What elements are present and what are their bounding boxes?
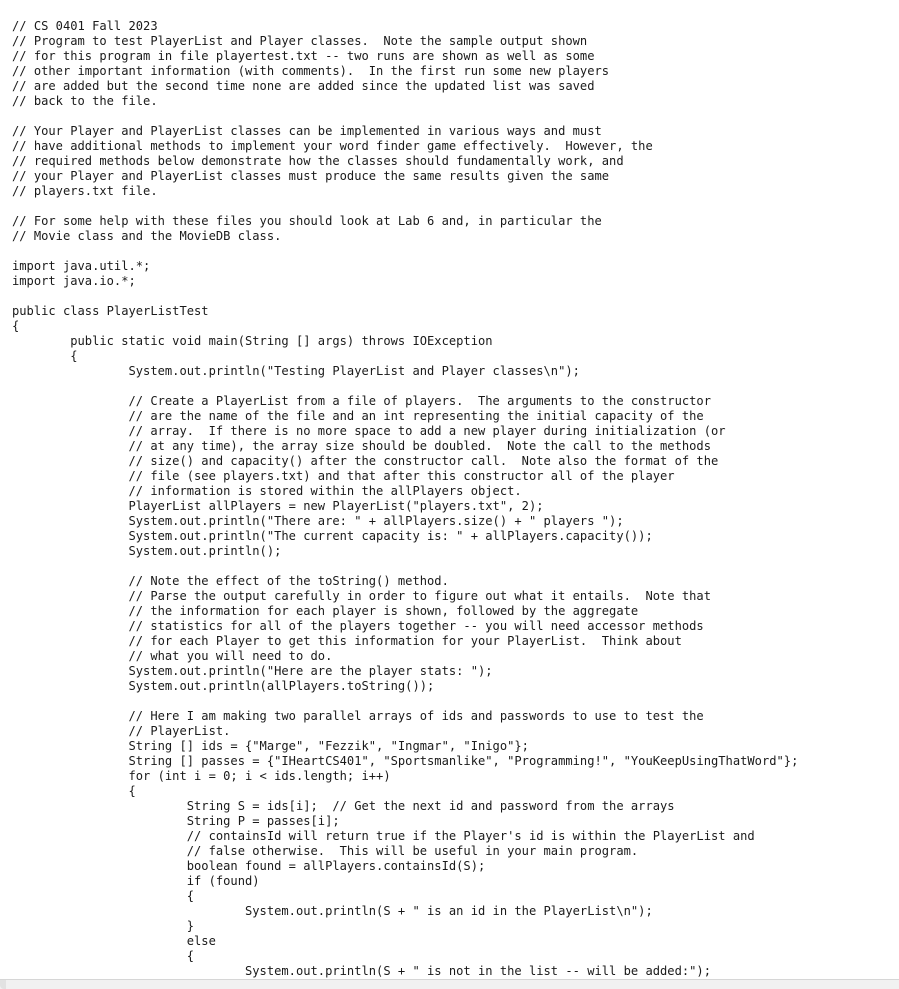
code-line: System.out.println(S + " is not in the list -- will be added:"); (12, 964, 711, 978)
code-line: // PlayerList. (12, 724, 231, 738)
code-line: // Your Player and PlayerList classes can be implemented in various ways and must (12, 124, 602, 138)
code-line: System.out.println(allPlayers.toString()); (12, 679, 435, 693)
code-line: public static void main(String [] args) throws IOException (12, 334, 493, 348)
code-line (12, 289, 798, 304)
code-line: // Program to test PlayerList and Player classes. Note the sample output shown (12, 34, 588, 48)
code-line: // at any time), the array size should be doubled. Note the call to the methods (12, 439, 711, 453)
code-line (12, 109, 798, 124)
code-line: { (12, 889, 195, 903)
horizontal-scrollbar[interactable] (0, 979, 899, 989)
code-line: { (12, 949, 195, 963)
code-line: import java.io.*; (12, 274, 136, 288)
code-line: for (int i = 0; i < ids.length; i++) (12, 769, 391, 783)
code-line: // containsId will return true if the Player's id is within the PlayerList and (12, 829, 755, 843)
code-line (12, 694, 798, 709)
scrollbar-corner (0, 980, 6, 989)
code-line: String S = ids[i]; // Get the next id and password from the arrays (12, 799, 675, 813)
code-line: // required methods below demonstrate how the classes should fundamentally work, and (12, 154, 624, 168)
code-line: public class PlayerListTest (12, 304, 209, 318)
code-line: // your Player and PlayerList classes must produce the same results given the same (12, 169, 610, 183)
code-line: String [] passes = {"IHeartCS401", "Sportsmanlike", "Programming!", "YouKeepUsingThatWord"}; (12, 754, 799, 768)
code-line: else (12, 934, 216, 948)
code-line (12, 199, 798, 214)
code-line: // for each Player to get this information for your PlayerList. Think about (12, 634, 682, 648)
code-line: // the information for each player is shown, followed by the aggregate (12, 604, 639, 618)
code-line: String [] ids = {"Marge", "Fezzik", "Ingmar", "Inigo"}; (12, 739, 529, 753)
code-line: // size() and capacity() after the constructor call. Note also the format of the (12, 454, 719, 468)
code-line: // for this program in file playertest.txt -- two runs are shown as well as some (12, 49, 595, 63)
code-line: // Create a PlayerList from a file of players. The arguments to the constructor (12, 394, 711, 408)
code-line: // what you will need to do. (12, 649, 333, 663)
code-line: // Here I am making two parallel arrays of ids and passwords to use to test the (12, 709, 704, 723)
code-line: System.out.println("Testing PlayerList and Player classes\n"); (12, 364, 580, 378)
code-line: import java.util.*; (12, 259, 151, 273)
code-line: // are added but the second time none are added since the updated list was saved (12, 79, 595, 93)
code-line: System.out.println(S + " is an id in the PlayerList\n"); (12, 904, 653, 918)
code-line: if (found) (12, 874, 260, 888)
code-line: { (12, 319, 20, 333)
code-line: // false otherwise. This will be useful in your main program. (12, 844, 639, 858)
code-line: System.out.println("There are: " + allPlayers.size() + " players "); (12, 514, 624, 528)
code-line: System.out.println("The current capacity is: " + allPlayers.capacity()); (12, 529, 653, 543)
code-line: String P = passes[i]; (12, 814, 340, 828)
code-line: { (12, 784, 136, 798)
code-line: System.out.println("Here are the player stats: "); (12, 664, 493, 678)
code-line: // other important information (with comments). In the first run some new players (12, 64, 610, 78)
code-line: // players.txt file. (12, 184, 158, 198)
code-line: boolean found = allPlayers.containsId(S); (12, 859, 486, 873)
code-line: // Movie class and the MovieDB class. (12, 229, 282, 243)
code-line: System.out.println(); (12, 544, 282, 558)
code-line: // file (see players.txt) and that after this constructor all of the player (12, 469, 675, 483)
code-line: { (12, 349, 78, 363)
code-line: // Parse the output carefully in order to figure out what it entails. Note that (12, 589, 711, 603)
code-line: // Note the effect of the toString() method. (12, 574, 449, 588)
code-line (12, 559, 798, 574)
code-line: // are the name of the file and an int representing the initial capacity of the (12, 409, 704, 423)
code-line: // back to the file. (12, 94, 158, 108)
code-line: // array. If there is no more space to add a new player during initialization (or (12, 424, 726, 438)
code-line: PlayerList allPlayers = new PlayerList("players.txt", 2); (12, 499, 544, 513)
code-line: // statistics for all of the players together -- you will need accessor methods (12, 619, 704, 633)
code-line: // information is stored within the allPlayers object. (12, 484, 522, 498)
code-line: // CS 0401 Fall 2023 (12, 19, 158, 33)
code-content (12, 19, 798, 989)
code-line: // For some help with these files you should look at Lab 6 and, in particular the (12, 214, 602, 228)
code-line (12, 244, 798, 259)
code-line (12, 379, 798, 394)
code-line: // have additional methods to implement your word finder game effectively. However, the (12, 139, 653, 153)
code-line: } (12, 919, 195, 933)
